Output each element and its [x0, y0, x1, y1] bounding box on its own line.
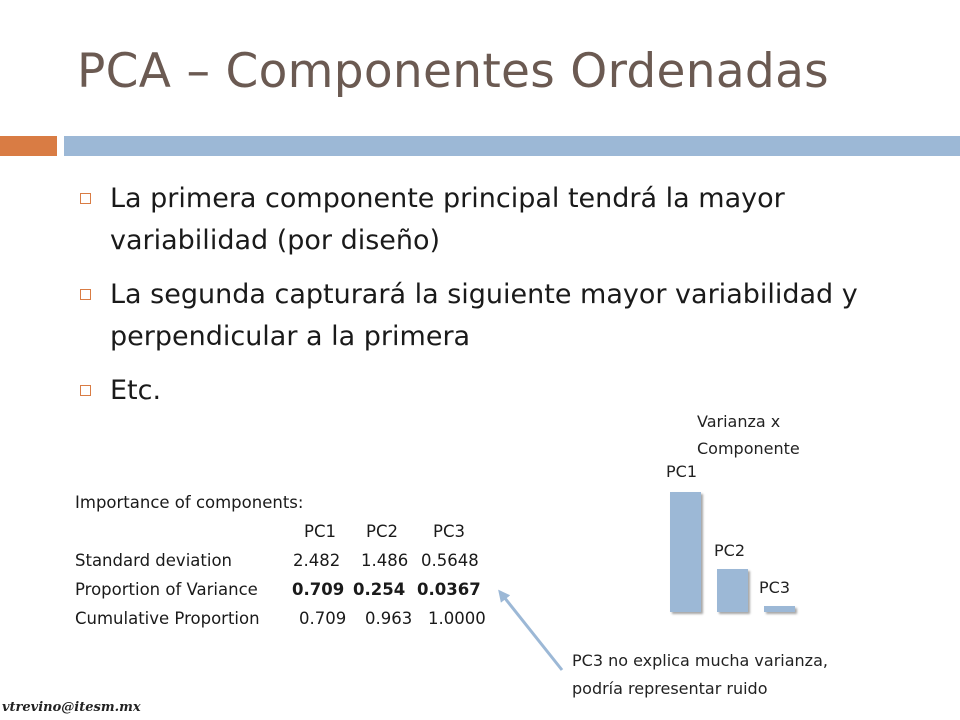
square-bullet-icon	[80, 289, 91, 300]
bullet-text: La segunda capturará la siguiente mayor variabilidad y perpendicular a la primera	[110, 279, 858, 352]
bullet-list	[78, 178, 898, 424]
table-cell: 0.5648	[421, 551, 479, 570]
bar-label-pc3: PC3	[759, 578, 790, 597]
slide-title: PCA – Componentes Ordenadas	[77, 44, 829, 99]
table-cell: 0.254	[353, 580, 406, 599]
square-bullet-icon	[80, 193, 91, 204]
table-cell: 0.709	[292, 580, 345, 599]
bullet-item	[78, 370, 898, 412]
header-cell: PC2	[366, 522, 398, 541]
table-cell: 1.0000	[428, 609, 486, 628]
footer-email: vtrevino@itesm.mx	[2, 700, 141, 715]
square-bullet-icon	[80, 385, 91, 396]
chart-title	[697, 408, 800, 462]
callout-note	[572, 647, 828, 703]
bar-pc2	[717, 569, 748, 612]
table-cell: 0.709	[299, 609, 347, 628]
bar-pc1	[670, 492, 701, 612]
bullet-text: Etc.	[110, 375, 162, 406]
header-cell: PC3	[433, 522, 465, 541]
table-cell: 0.0367	[417, 580, 481, 599]
table-cell: 2.482	[293, 551, 341, 570]
table-cell: 0.963	[365, 609, 413, 628]
bar-label-pc2: PC2	[714, 541, 745, 560]
accent-band-blue	[64, 136, 960, 156]
row-label: Cumulative Proportion	[75, 609, 260, 628]
importance-title: Importance of components:	[75, 493, 304, 512]
header-cell: PC1	[304, 522, 336, 541]
bar-label-pc1: PC1	[666, 462, 697, 481]
accent-band-orange	[0, 136, 57, 156]
row-label: Proportion of Variance	[75, 580, 258, 599]
bullet-item	[78, 178, 898, 262]
bullet-text: La primera componente principal tendrá la mayor variabilidad (por diseño)	[110, 183, 785, 256]
row-label: Standard deviation	[75, 551, 232, 570]
chart-title-line: Varianza x	[697, 412, 781, 431]
bullet-item	[78, 274, 898, 358]
callout-line: podría representar ruido	[572, 679, 768, 698]
table-cell: 1.486	[361, 551, 409, 570]
chart-title-line: Componente	[697, 439, 800, 458]
bar-pc3	[764, 606, 795, 612]
callout-line: PC3 no explica mucha varianza,	[572, 651, 828, 670]
